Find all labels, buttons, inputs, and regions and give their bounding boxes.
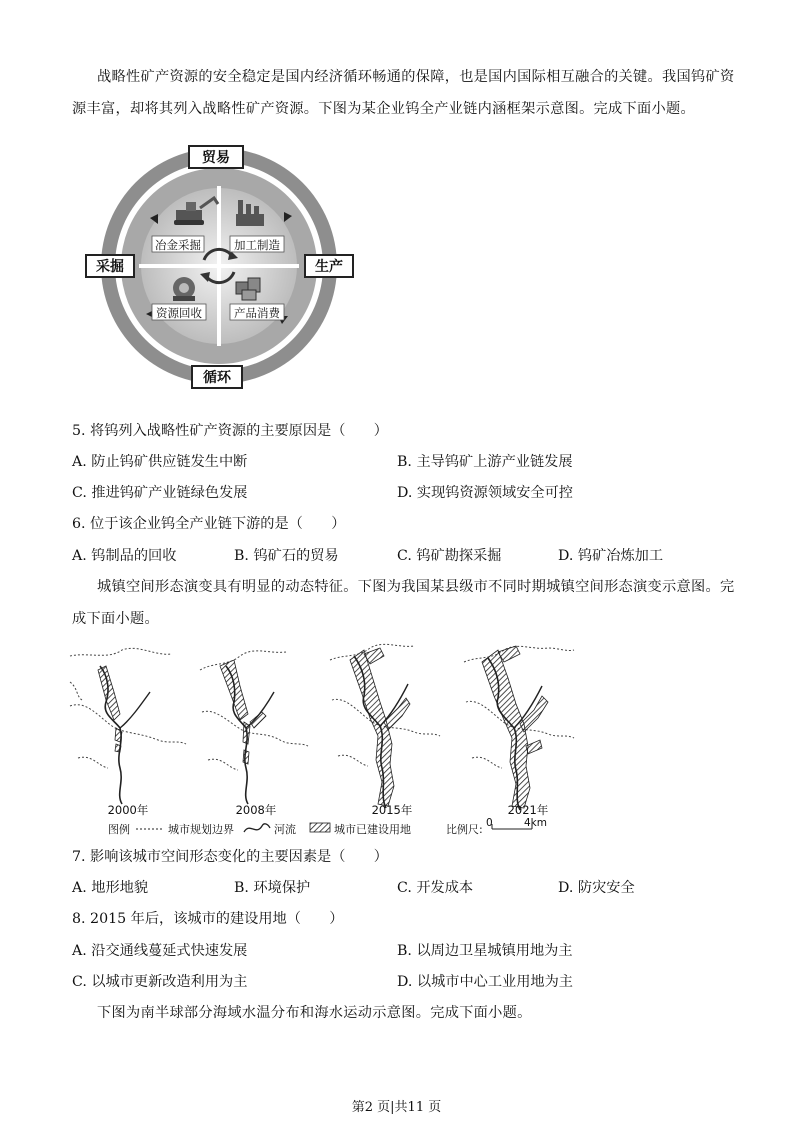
question-7-option-b: B. 环境保护 [234,880,311,896]
year-label-2008: 2008年 [235,803,277,817]
tungsten-industry-chain-diagram [80,140,365,390]
question-5-option-c: C. 推进钨矿产业链绿色发展 [72,485,248,501]
label-metallurgy-mining: 冶金采掘 [155,238,201,252]
label-mining: 采掘 [96,259,124,275]
question-6-option-d: D. 钨矿冶炼加工 [558,548,664,564]
label-resource-recycling: 资源回收 [156,306,202,320]
map-2021 [464,646,574,817]
map-2000 [70,648,186,817]
question-8-option-d: D. 以城市中心工业用地为主 [397,974,573,990]
question-7-stem: 7. 影响该城市空间形态变化的主要因素是（ ） [72,849,388,865]
question-8-option-b: B. 以周边卫星城镇用地为主 [397,943,573,959]
label-cycle: 循环 [203,370,231,386]
label-processing-manufacturing: 加工制造 [234,238,280,252]
question-7-option-d: D. 防灾安全 [558,880,635,896]
recycle-icon [173,277,195,301]
legend-built-label: 城市已建设用地 [334,823,411,836]
map-2015 [330,644,440,817]
intro-paragraph-2-line-1: 城镇空间形态演变具有明显的动态特征。下图为我国某县级市不同时期城镇空间形态演变示意图。完 [97,579,735,595]
map-2008 [200,651,308,817]
year-label-2000: 2000年 [107,803,149,817]
question-6-option-c: C. 钨矿勘探采掘 [397,548,502,564]
year-label-2015: 2015年 [371,803,413,817]
scale-end: 4km [524,817,547,829]
map-legend [108,817,547,836]
year-label-2021: 2021年 [507,803,549,817]
legend-built-symbol [310,823,330,832]
question-6-option-b: B. 钨矿石的贸易 [234,548,339,564]
legend-boundary-label: 城市规划边界 [168,823,234,836]
question-8-option-c: C. 以城市更新改造利用为主 [72,974,248,990]
legend-river-symbol [244,824,270,832]
question-7-option-c: C. 开发成本 [397,880,474,896]
built-land-2000 [98,666,120,720]
question-5-stem: 5. 将钨列入战略性矿产资源的主要原因是（ ） [72,423,388,439]
label-production: 生产 [315,259,343,275]
intro-paragraph-1-line-1: 战略性矿产资源的安全稳定是国内经济循环畅通的保障，也是国内国际相互融合的关键。我国钨矿资 [97,69,735,85]
label-trade: 贸易 [202,150,230,166]
label-product-consumption: 产品消费 [234,306,280,320]
question-5-option-b: B. 主导钨矿上游产业链发展 [397,454,573,470]
question-8-stem: 8. 2015 年后，该城市的建设用地（ ） [72,911,344,927]
question-6-stem: 6. 位于该企业钨全产业链下游的是（ ） [72,516,346,532]
intro-paragraph-1-line-2: 源丰富，却将其列入战略性矿产资源。下图为某企业钨全产业链内涵框架示意图。完成下面小题。 [72,101,695,117]
question-5-option-a: A. 防止钨矿供应链发生中断 [72,454,248,470]
intro-paragraph-2-line-2: 成下面小题。 [72,611,159,627]
page-footer: 第2 页|共11 页 [351,1100,442,1115]
question-8-option-a: A. 沿交通线蔓延式快速发展 [72,943,248,959]
legend-river-label: 河流 [274,823,296,836]
intro-paragraph-3: 下图为南半球部分海域水温分布和海水运动示意图。完成下面小题。 [97,1005,532,1021]
scale-label: 比例尺: [446,823,483,836]
scale-zero: 0 [486,817,493,829]
urban-form-evolution-maps [68,636,588,842]
question-6-option-a: A. 钨制品的回收 [72,548,177,564]
question-7-option-a: A. 地形地貌 [72,880,149,896]
question-5-option-d: D. 实现钨资源领域安全可控 [397,485,573,501]
legend-prefix: 图例 [108,823,130,836]
